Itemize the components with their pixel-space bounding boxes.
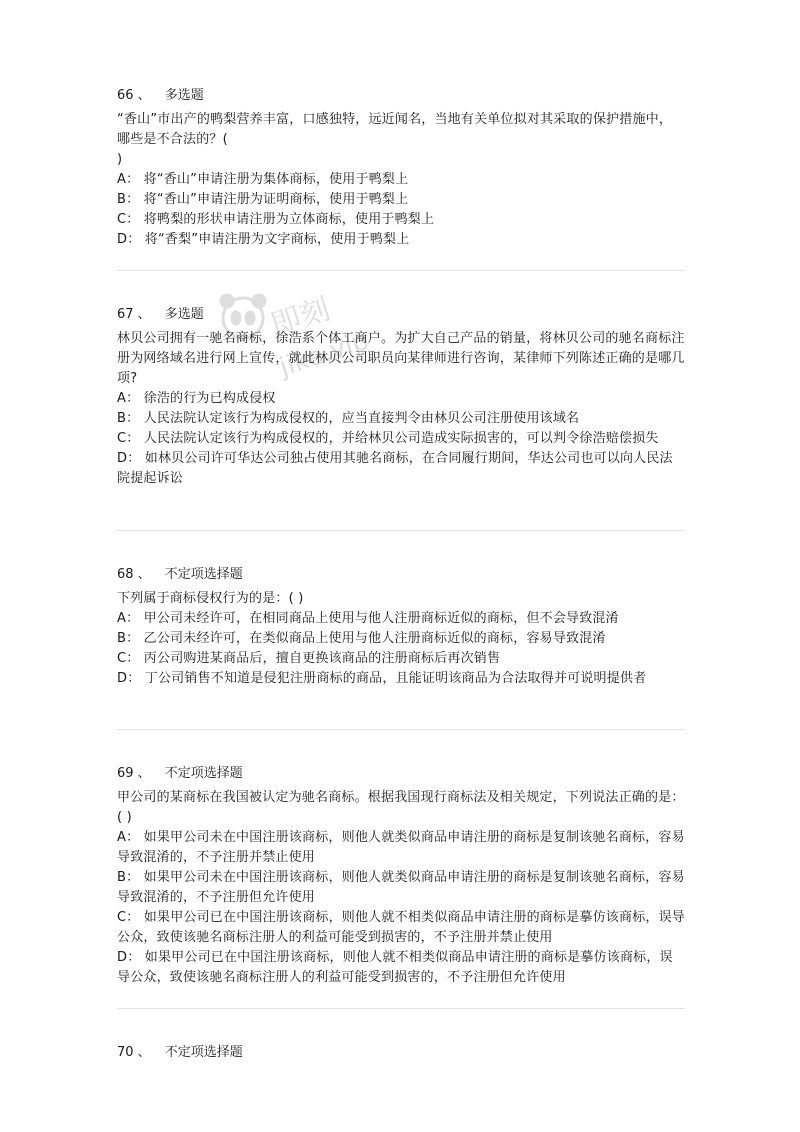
question-stem: 林贝公司拥有一驰名商标，徐浩系个体工商户。为扩大自己产品的销量，将林贝公司的驰名商标注册为网络域名进行网上宣传，就此林贝公司职员向某律师进行咨询，某律师下列陈述正确的是哪几项? [117,331,685,386]
question-68 [117,565,685,689]
option-a[interactable]: A： 甲公司未经许可，在相同商品上使用与他人注册商标近似的商标，但不会导致混淆 [117,611,619,626]
question-header [117,1043,685,1063]
question-69 [117,764,685,988]
question-stem [117,110,685,170]
watermark-text-url: jike.vip [275,325,373,383]
question-number: 68 、 [117,567,151,582]
option-a[interactable]: A： 徐浩的行为已构成侵权 [117,391,276,406]
question-number: 66 、 [117,88,151,103]
option-a[interactable]: A： 如果甲公司未在中国注册该商标，则他人就类似商品申请注册的商标是复制该驰名商标，容易导致混淆的，不予注册并禁止使用 [117,830,685,865]
option-c[interactable]: C： 如果甲公司已在中国注册该商标，则他人就不相类似商品申请注册的商标是摹仿该商标，误导公众，致使该驰名商标注册人的利益可能受到损害的，不予注册并禁止使用 [117,910,686,945]
option-c[interactable]: C： 将鸭梨的形状申请注册为立体商标，使用于鸭梨上 [117,212,435,227]
question-67 [117,305,685,489]
question-type: 多选题 [164,307,204,322]
question-divider [117,729,685,730]
question-number: 69 、 [117,766,151,781]
option-b[interactable]: B： 将“香山”申请注册为证明商标，使用于鸭梨上 [117,192,409,207]
question-type: 多选题 [164,88,204,103]
option-c[interactable]: C： 丙公司购进某商品后，擅自更换该商品的注册商标后再次销售 [117,651,501,666]
question-type: 不定项选择题 [164,1045,243,1060]
question-stem: 下列属于商标侵权行为的是：( ) [117,591,304,606]
question-type: 不定项选择题 [164,766,243,781]
question-number: 70 、 [117,1045,151,1060]
option-a[interactable]: A： 将“香山”申请注册为集体商标，使用于鸭梨上 [117,172,409,187]
question-header [117,764,685,784]
option-b[interactable]: B： 人民法院认定该行为构成侵权的，应当直接判令由林贝公司注册使用该域名 [117,411,580,426]
question-header [117,86,685,106]
option-d[interactable]: D： 丁公司销售不知道是侵犯注册商标的商品，且能证明该商品为合法取得并可说明提供者 [117,671,647,686]
question-stem: 甲公司的某商标在我国被认定为驰名商标。根据我国现行商标法及相关规定，下列说法正确的是：( ) [117,790,685,825]
option-b[interactable]: B： 乙公司未经许可，在类似商品上使用与他人注册商标近似的商标，容易导致混淆 [117,631,606,646]
option-c[interactable]: C： 人民法院认定该行为构成侵权的，并给林贝公司造成实际损害的，可以判令徐浩赔偿损失 [117,431,659,446]
question-header [117,565,685,585]
option-d[interactable]: D： 如林贝公司许可华达公司独占使用其驰名商标，在合同履行期间，华达公司也可以向人民法院提起诉讼 [117,451,673,486]
question-type: 不定项选择题 [164,567,243,582]
question-divider [117,530,685,531]
question-header [117,305,685,325]
option-d[interactable]: D： 如果甲公司已在中国注册该商标，则他人就不相类似商品申请注册的商标是摹仿该商标，误导公众，致使该驰名商标注册人的利益可能受到损害的，不予注册但允许使用 [117,950,673,985]
question-divider [117,1008,685,1009]
question-66 [117,86,685,250]
question-stem-text: “香山”市出产的鸭梨营养丰富，口感独特，远近闻名，当地有关单位拟对其采取的保护措施中，哪些是不合法的？( ) [117,112,673,167]
question-divider [117,270,685,271]
question-70 [117,1043,685,1067]
question-number: 67 、 [117,307,151,322]
watermark-text-cn: 即刻 [266,291,335,344]
option-b[interactable]: B： 如果甲公司未在中国注册该商标，则他人就类似商品申请注册的商标是复制该驰名商标，容易导致混淆的，不予注册但允许使用 [117,870,685,905]
option-d[interactable]: D： 将“香梨”申请注册为文字商标，使用于鸭梨上 [117,232,410,247]
